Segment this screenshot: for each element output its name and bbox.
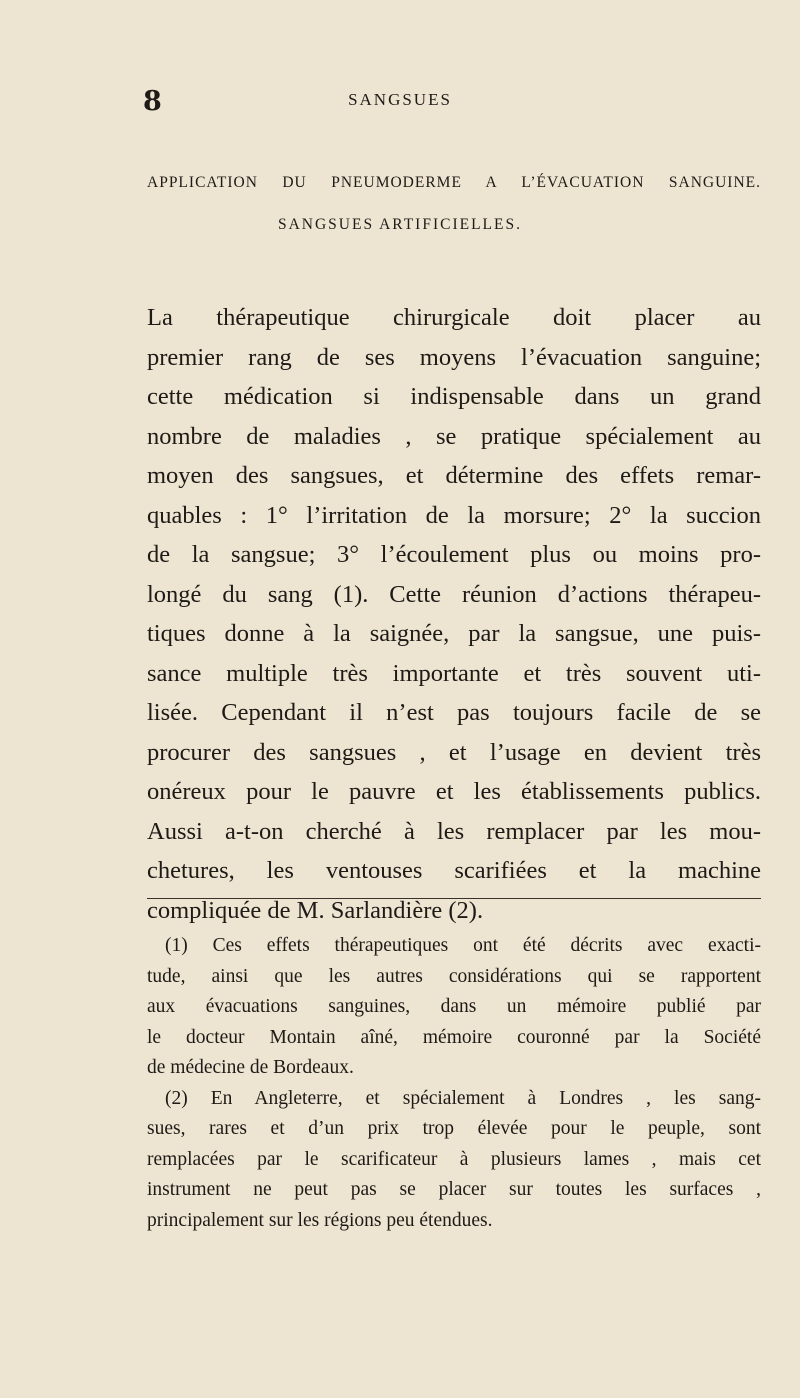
body-line: La thérapeutique chirurgicale doit placer au <box>147 304 761 331</box>
footnote-line: le docteur Montain aîné, mémoire couronné par la Société <box>147 1026 761 1048</box>
body-line: nombre de maladies , se pratique spécialement au <box>147 422 761 450</box>
footnote-line: sues, rares et d’un prix trop élevée pour le peuple, sont <box>147 1118 761 1139</box>
footnotes <box>147 931 761 1236</box>
body-line: tiques donne à la saignée, par la sangsue, une puis- <box>147 620 761 647</box>
footnote-line: instrument ne peut pas se placer sur toutes les surfaces , <box>147 1179 761 1200</box>
footnote-line: (2) En Angleterre, et spécialement à Londres , les sang- <box>165 1087 761 1109</box>
footnote-divider <box>147 898 761 899</box>
running-head: SANGSUES <box>348 90 452 109</box>
section-subheading: SANGSUES ARTIFICIELLES. <box>277 216 522 233</box>
body-line: chetures, les ventouses scarifiées et la machine <box>147 857 761 884</box>
footnote-line: principalement sur les régions peu étendues. <box>147 1209 493 1231</box>
footnote-line: (1) Ces effets thérapeutiques ont été décrits avec exacti- <box>165 935 761 956</box>
body-line: cette médication si indispensable dans un grand <box>147 383 761 410</box>
body-line: onéreux pour le pauvre et les établissements publics. <box>147 778 761 805</box>
footnote-line: de médecine de Bordeaux. <box>147 1057 354 1078</box>
body-line: sance multiple très importante et très souvent uti- <box>147 659 761 687</box>
body-line: de la sangsue; 3° l’écoulement plus ou moins pro- <box>147 541 761 568</box>
footnote-line: aux évacuations sanguines, dans un mémoire publié par <box>147 996 761 1017</box>
footnote-line: tude, ainsi que les autres considérations qui se rapportent <box>147 965 761 987</box>
body-paragraph <box>147 298 761 930</box>
body-line: longé du sang (1). Cette réunion d’actions thérapeu- <box>147 580 761 608</box>
body-line: lisée. Cependant il n’est pas toujours facile de se <box>147 699 761 726</box>
page-number: 8 <box>143 86 162 117</box>
body-line: compliquée de M. Sarlandière (2). <box>147 896 484 924</box>
body-line: Aussi a-t-on cherché à les remplacer par les mou- <box>147 817 761 845</box>
body-line: moyen des sangsues, et détermine des effets remar- <box>147 462 761 489</box>
body-line: premier rang de ses moyens l’évacuation sanguine; <box>147 343 761 371</box>
section-heading: APPLICATION DU PNEUMODERME A L’ÉVACUATION SANGUINE. <box>147 174 761 191</box>
body-line: procurer des sangsues , et l’usage en devient très <box>147 738 761 766</box>
body-line: quables : 1° l’irritation de la morsure; 2° la succion <box>147 501 761 529</box>
footnote-line: remplacées par le scarificateur à plusieurs lames , mais cet <box>147 1148 761 1170</box>
